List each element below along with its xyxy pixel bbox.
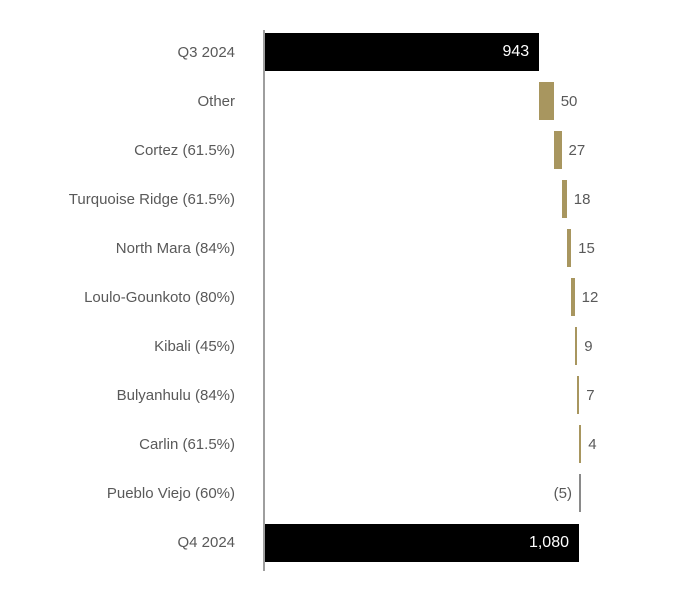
value-label-other: 50 (560, 92, 578, 110)
category-label-pueblo-viejo-60: Pueblo Viejo (60%) (106, 484, 235, 502)
category-label-carlin-61-5: Carlin (61.5%) (139, 435, 235, 453)
bar-north-mara-84 (567, 229, 571, 267)
bar-pueblo-viejo-60 (579, 474, 581, 512)
bar-bulyanhulu-84 (577, 376, 579, 414)
value-label-turquoise-ridge-61-5: 18 (573, 190, 591, 208)
category-label-bulyanhulu-84: Bulyanhulu (84%) (116, 386, 235, 404)
bar-kibali-45 (575, 327, 578, 365)
value-label-cortez-61-5: 27 (568, 141, 586, 159)
y-axis-line (263, 30, 265, 571)
category-label-other: Other (197, 92, 235, 110)
value-label-north-mara-84: 15 (578, 239, 595, 257)
category-label-loulo-gounkoto-80: Loulo-Gounkoto (80%) (84, 288, 235, 306)
value-label-bulyanhulu-84: 7 (586, 386, 595, 404)
bar-turquoise-ridge-61-5 (562, 180, 567, 218)
category-label-q4-2024: Q4 2024 (177, 534, 235, 551)
category-label-kibali-45: Kibali (45%) (154, 337, 235, 355)
value-label-q3-2024: 943 (502, 43, 530, 60)
category-label-cortez-61-5: Cortez (61.5%) (134, 141, 235, 159)
value-label-carlin-61-5: 4 (588, 435, 597, 453)
bar-q4-2024 (265, 524, 579, 562)
bar-carlin-61-5 (579, 425, 581, 463)
value-label-pueblo-viejo-60: (5) (553, 484, 572, 502)
bar-q3-2024 (265, 33, 539, 71)
category-label-q3-2024: Q3 2024 (177, 43, 235, 61)
value-label-loulo-gounkoto-80: 12 (581, 288, 599, 306)
bar-cortez-61-5 (554, 131, 562, 169)
value-label-q4-2024: 1,080 (528, 533, 569, 551)
bar-other (539, 82, 554, 120)
value-label-kibali-45: 9 (584, 337, 593, 355)
category-label-north-mara-84: North Mara (84%) (115, 239, 235, 257)
category-label-turquoise-ridge-61-5: Turquoise Ridge (61.5%) (68, 190, 235, 208)
bar-loulo-gounkoto-80 (571, 278, 574, 316)
